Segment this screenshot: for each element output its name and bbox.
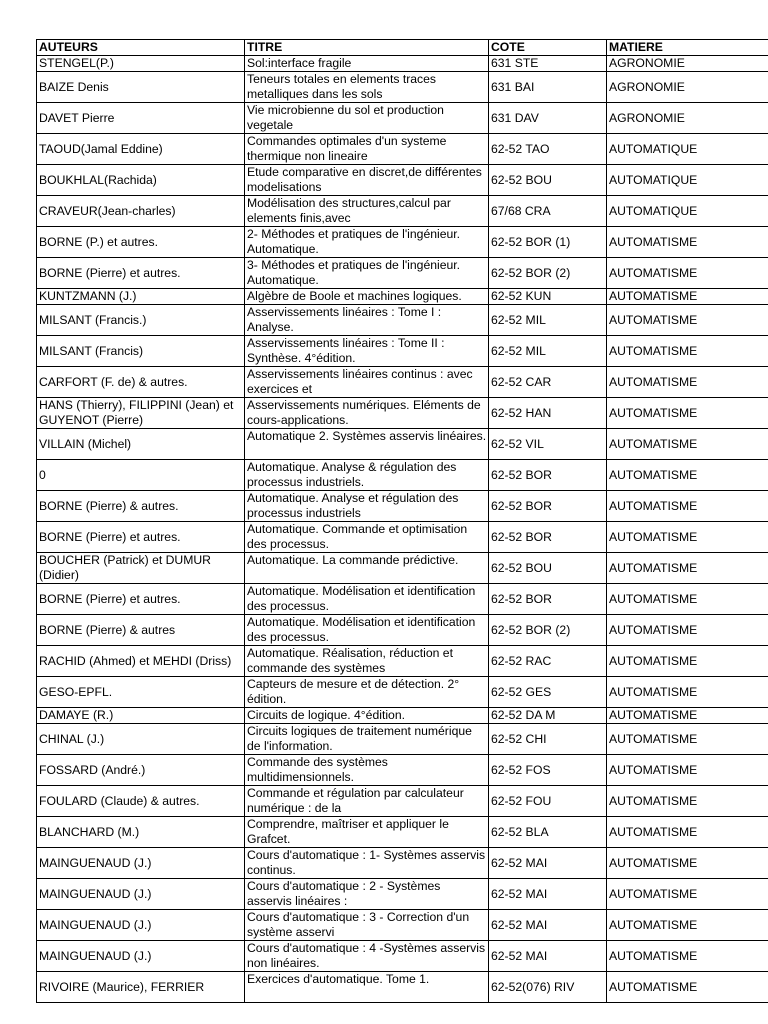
cell-matiere: AUTOMATISME — [607, 941, 768, 972]
cell-matiere: AGRONOMIE — [607, 72, 768, 103]
cell-matiere: AUTOMATIQUE — [607, 196, 768, 227]
cell-titre — [245, 72, 489, 103]
cell-auteur: DAVET Pierre — [37, 103, 245, 134]
table-row — [37, 258, 768, 289]
cell-auteur: BORNE (Pierre) & autres — [37, 615, 245, 646]
cell-titre-text: Cours d'automatique : 4 -Systèmes asservis non linéaires. — [247, 941, 486, 970]
cell-titre — [245, 134, 489, 165]
cell-titre-text: Commandes optimales d'un systeme thermique non lineaire — [247, 134, 447, 163]
cell-auteur: BORNE (Pierre) et autres. — [37, 522, 245, 553]
cell-titre-text: Automatique 2. Systèmes asservis linéaires. — [247, 429, 487, 443]
table-header — [37, 40, 768, 56]
table-row — [37, 491, 768, 522]
cell-auteur: DAMAYE (R.) — [37, 708, 245, 724]
cell-titre — [245, 646, 489, 677]
cell-titre-text: Asservissements numériques. Eléments de cours-applications. — [247, 398, 481, 427]
cell-titre — [245, 398, 489, 429]
cell-cote: 62-52 BOR (2) — [489, 615, 607, 646]
table-row — [37, 817, 768, 848]
cell-auteur: BORNE (P.) et autres. — [37, 227, 245, 258]
cell-auteur: BORNE (Pierre) & autres. — [37, 491, 245, 522]
cell-matiere: AUTOMATISME — [607, 491, 768, 522]
cell-auteur: GESO-EPFL. — [37, 677, 245, 708]
cell-auteur: CARFORT (F. de) & autres. — [37, 367, 245, 398]
cell-cote: 62-52 KUN — [489, 289, 607, 305]
cell-auteur: TAOUD(Jamal Eddine) — [37, 134, 245, 165]
cell-titre — [245, 755, 489, 786]
cell-titre-text: Teneurs totales en elements traces metalliques dans les sols — [247, 72, 437, 101]
table-body — [37, 56, 768, 1003]
table-row — [37, 553, 768, 584]
cell-matiere: AUTOMATISME — [607, 584, 768, 615]
cell-titre: Algèbre de Boole et machines logiques. — [245, 289, 489, 305]
cell-cote: 67/68 CRA — [489, 196, 607, 227]
cell-cote: 62-52 BOR — [489, 491, 607, 522]
table-row — [37, 972, 768, 1003]
cell-cote: 62-52 CHI — [489, 724, 607, 755]
cell-cote: 62-52 BOR — [489, 522, 607, 553]
table-row — [37, 755, 768, 786]
cell-auteur: BORNE (Pierre) et autres. — [37, 584, 245, 615]
cell-auteur: 0 — [37, 460, 245, 491]
cell-titre — [245, 522, 489, 553]
cell-titre-text: Commande et régulation par calculateur numérique : de la — [247, 786, 464, 815]
cell-titre-text: Comprendre, maîtriser et appliquer le Grafcet. — [247, 817, 449, 846]
table-row — [37, 910, 768, 941]
cell-titre-text: 2- Méthodes et pratiques de l'ingénieur. Automatique. — [247, 227, 461, 256]
cell-auteur: FOSSARD (André.) — [37, 755, 245, 786]
table-row — [37, 522, 768, 553]
cell-auteur: FOULARD (Claude) & autres. — [37, 786, 245, 817]
table-row — [37, 72, 768, 103]
cell-cote: 62-52 BOR — [489, 460, 607, 491]
cell-titre-text: Asservissements linéaires : Tome II : Synthèse. 4°édition. — [247, 336, 445, 365]
cell-cote: 62-52 MAI — [489, 879, 607, 910]
cell-titre-text: Exercices d'automatique. Tome 1. — [247, 972, 430, 986]
cell-auteur: BOUKHLAL(Rachida) — [37, 165, 245, 196]
cell-titre-text: Circuits logiques de traitement numérique de l'information. — [247, 724, 472, 753]
cell-auteur: MAINGUENAUD (J.) — [37, 910, 245, 941]
cell-matiere: AUTOMATIQUE — [607, 134, 768, 165]
cell-auteur: HANS (Thierry), FILIPPINI (Jean) et GUYENOT (Pierre) — [37, 398, 245, 429]
cell-auteur: MAINGUENAUD (J.) — [37, 879, 245, 910]
cell-matiere: AUTOMATISME — [607, 646, 768, 677]
cell-titre — [245, 817, 489, 848]
cell-cote: 62-52 BLA — [489, 817, 607, 848]
cell-cote: 62-52 MAI — [489, 910, 607, 941]
cell-titre — [245, 848, 489, 879]
cell-titre-text: Automatique. Modélisation et identification des processus. — [247, 615, 476, 644]
cell-titre — [245, 258, 489, 289]
cell-titre-text: Cours d'automatique : 3 - Correction d'un système asservi — [247, 910, 470, 939]
cell-titre — [245, 972, 489, 1003]
cell-cote: 62-52 FOS — [489, 755, 607, 786]
cell-titre-text: Capteurs de mesure et de détection. 2° édition. — [247, 677, 460, 706]
catalog-table — [36, 39, 768, 1003]
cell-matiere: AUTOMATISME — [607, 553, 768, 584]
cell-matiere: AUTOMATISME — [607, 258, 768, 289]
table-row — [37, 724, 768, 755]
cell-matiere: AUTOMATISME — [607, 305, 768, 336]
cell-titre — [245, 429, 489, 460]
cell-titre-text: Cours d'automatique : 1- Systèmes asservis continus. — [247, 848, 486, 877]
cell-titre-text: Asservissements linéaires continus : avec exercices et — [247, 367, 473, 396]
table-row — [37, 460, 768, 491]
cell-matiere: AUTOMATISME — [607, 677, 768, 708]
cell-cote: 62-52 BOU — [489, 553, 607, 584]
cell-titre — [245, 910, 489, 941]
cell-titre — [245, 103, 489, 134]
cell-titre-text: Cours d'automatique : 2 - Systèmes asservis linéaires : — [247, 879, 441, 908]
cell-titre — [245, 491, 489, 522]
table-row — [37, 227, 768, 258]
table-row — [37, 305, 768, 336]
cell-cote: 62-52 MAI — [489, 941, 607, 972]
cell-titre — [245, 677, 489, 708]
cell-cote: 62-52 BOR (2) — [489, 258, 607, 289]
cell-matiere: AUTOMATISME — [607, 848, 768, 879]
cell-titre-text: Automatique. Commande et optimisation des processus. — [247, 522, 468, 551]
table-row — [37, 646, 768, 677]
table-row — [37, 336, 768, 367]
cell-titre-text: Automatique. Modélisation et identification des processus. — [247, 584, 476, 613]
cell-cote: 631 DAV — [489, 103, 607, 134]
cell-cote: 62-52 HAN — [489, 398, 607, 429]
cell-titre-text: Automatique. Analyse & régulation des processus industriels. — [247, 460, 457, 489]
cell-auteur: RACHID (Ahmed) et MEHDI (Driss) — [37, 646, 245, 677]
cell-cote: 631 BAI — [489, 72, 607, 103]
cell-titre-text: Etude comparative en discret,de différentes modelisations — [247, 165, 482, 194]
cell-cote: 631 STE — [489, 56, 607, 72]
cell-auteur: MAINGUENAUD (J.) — [37, 941, 245, 972]
cell-matiere: AUTOMATISME — [607, 724, 768, 755]
cell-matiere: AUTOMATISME — [607, 367, 768, 398]
cell-auteur: CHINAL (J.) — [37, 724, 245, 755]
cell-titre-text: Commande des systèmes multidimensionnels. — [247, 755, 388, 784]
cell-titre — [245, 305, 489, 336]
cell-auteur: RIVOIRE (Maurice), FERRIER — [37, 972, 245, 1003]
header-auteurs: AUTEURS — [37, 40, 245, 56]
cell-matiere: AGRONOMIE — [607, 103, 768, 134]
cell-cote: 62-52 CAR — [489, 367, 607, 398]
cell-cote: 62-52 BOU — [489, 165, 607, 196]
table-row — [37, 615, 768, 646]
cell-cote: 62-52 MAI — [489, 848, 607, 879]
cell-cote: 62-52 GES — [489, 677, 607, 708]
cell-matiere: AUTOMATISME — [607, 336, 768, 367]
cell-cote: 62-52 MIL — [489, 336, 607, 367]
cell-titre-text: Vie microbienne du sol et production vegetale — [247, 103, 444, 132]
cell-titre-text: Automatique. Analyse et régulation des processus industriels — [247, 491, 459, 520]
table-row — [37, 367, 768, 398]
cell-matiere: AUTOMATIQUE — [607, 165, 768, 196]
cell-matiere: AGRONOMIE — [607, 56, 768, 72]
cell-cote: 62-52 MIL — [489, 305, 607, 336]
cell-titre — [245, 584, 489, 615]
table-row — [37, 56, 768, 72]
cell-cote: 62-52 BOR (1) — [489, 227, 607, 258]
cell-auteur: KUNTZMANN (J.) — [37, 289, 245, 305]
cell-titre — [245, 460, 489, 491]
cell-matiere: AUTOMATISME — [607, 879, 768, 910]
table-row — [37, 584, 768, 615]
cell-cote: 62-52(076) RIV — [489, 972, 607, 1003]
cell-matiere: AUTOMATISME — [607, 522, 768, 553]
cell-titre — [245, 367, 489, 398]
table-row — [37, 708, 768, 724]
table-row — [37, 429, 768, 460]
cell-cote: 62-52 FOU — [489, 786, 607, 817]
cell-matiere: AUTOMATISME — [607, 460, 768, 491]
cell-titre — [245, 615, 489, 646]
cell-cote: 62-52 DA M — [489, 708, 607, 724]
cell-titre-text: 3- Méthodes et pratiques de l'ingénieur. Automatique. — [247, 258, 461, 287]
table-row — [37, 879, 768, 910]
cell-titre-text: Modélisation des structures,calcul par elements finis,avec — [247, 196, 451, 225]
cell-cote: 62-52 TAO — [489, 134, 607, 165]
cell-titre-text: Automatique. La commande prédictive. — [247, 553, 459, 567]
cell-auteur: CRAVEUR(Jean-charles) — [37, 196, 245, 227]
cell-auteur: BOUCHER (Patrick) et DUMUR (Didier) — [37, 553, 245, 584]
cell-titre-text: Asservissements linéaires : Tome I : Analyse. — [247, 305, 442, 334]
cell-matiere: AUTOMATISME — [607, 972, 768, 1003]
table-row — [37, 289, 768, 305]
cell-titre — [245, 336, 489, 367]
cell-titre-text: Automatique. Réalisation, réduction et commande des systèmes — [247, 646, 453, 675]
table-row — [37, 398, 768, 429]
cell-cote: 62-52 VIL — [489, 429, 607, 460]
cell-matiere: AUTOMATISME — [607, 289, 768, 305]
table-row — [37, 103, 768, 134]
cell-titre — [245, 227, 489, 258]
cell-titre: Circuits de logique. 4°édition. — [245, 708, 489, 724]
cell-auteur: BLANCHARD (M.) — [37, 817, 245, 848]
table-row — [37, 165, 768, 196]
cell-titre — [245, 786, 489, 817]
cell-titre — [245, 165, 489, 196]
header-matiere: MATIERE — [607, 40, 768, 56]
cell-matiere: AUTOMATISME — [607, 227, 768, 258]
cell-matiere: AUTOMATISME — [607, 817, 768, 848]
cell-auteur: MILSANT (Francis.) — [37, 305, 245, 336]
cell-matiere: AUTOMATISME — [607, 429, 768, 460]
cell-titre: Sol:interface fragile — [245, 56, 489, 72]
cell-matiere: AUTOMATISME — [607, 398, 768, 429]
table-row — [37, 196, 768, 227]
cell-auteur: MAINGUENAUD (J.) — [37, 848, 245, 879]
table-row — [37, 941, 768, 972]
cell-cote: 62-52 RAC — [489, 646, 607, 677]
cell-auteur: BORNE (Pierre) et autres. — [37, 258, 245, 289]
cell-titre — [245, 553, 489, 584]
cell-titre — [245, 196, 489, 227]
cell-matiere: AUTOMATISME — [607, 755, 768, 786]
cell-matiere: AUTOMATISME — [607, 615, 768, 646]
cell-matiere: AUTOMATISME — [607, 708, 768, 724]
cell-titre — [245, 879, 489, 910]
table-row — [37, 848, 768, 879]
cell-matiere: AUTOMATISME — [607, 910, 768, 941]
cell-cote: 62-52 BOR — [489, 584, 607, 615]
cell-auteur: VILLAIN (Michel) — [37, 429, 245, 460]
header-titre: TITRE — [245, 40, 489, 56]
header-cote: COTE — [489, 40, 607, 56]
cell-titre — [245, 941, 489, 972]
table-row — [37, 786, 768, 817]
cell-titre — [245, 724, 489, 755]
cell-auteur: BAIZE Denis — [37, 72, 245, 103]
cell-auteur: MILSANT (Francis) — [37, 336, 245, 367]
table-row — [37, 677, 768, 708]
cell-matiere: AUTOMATISME — [607, 786, 768, 817]
table-row — [37, 134, 768, 165]
cell-auteur: STENGEL(P.) — [37, 56, 245, 72]
